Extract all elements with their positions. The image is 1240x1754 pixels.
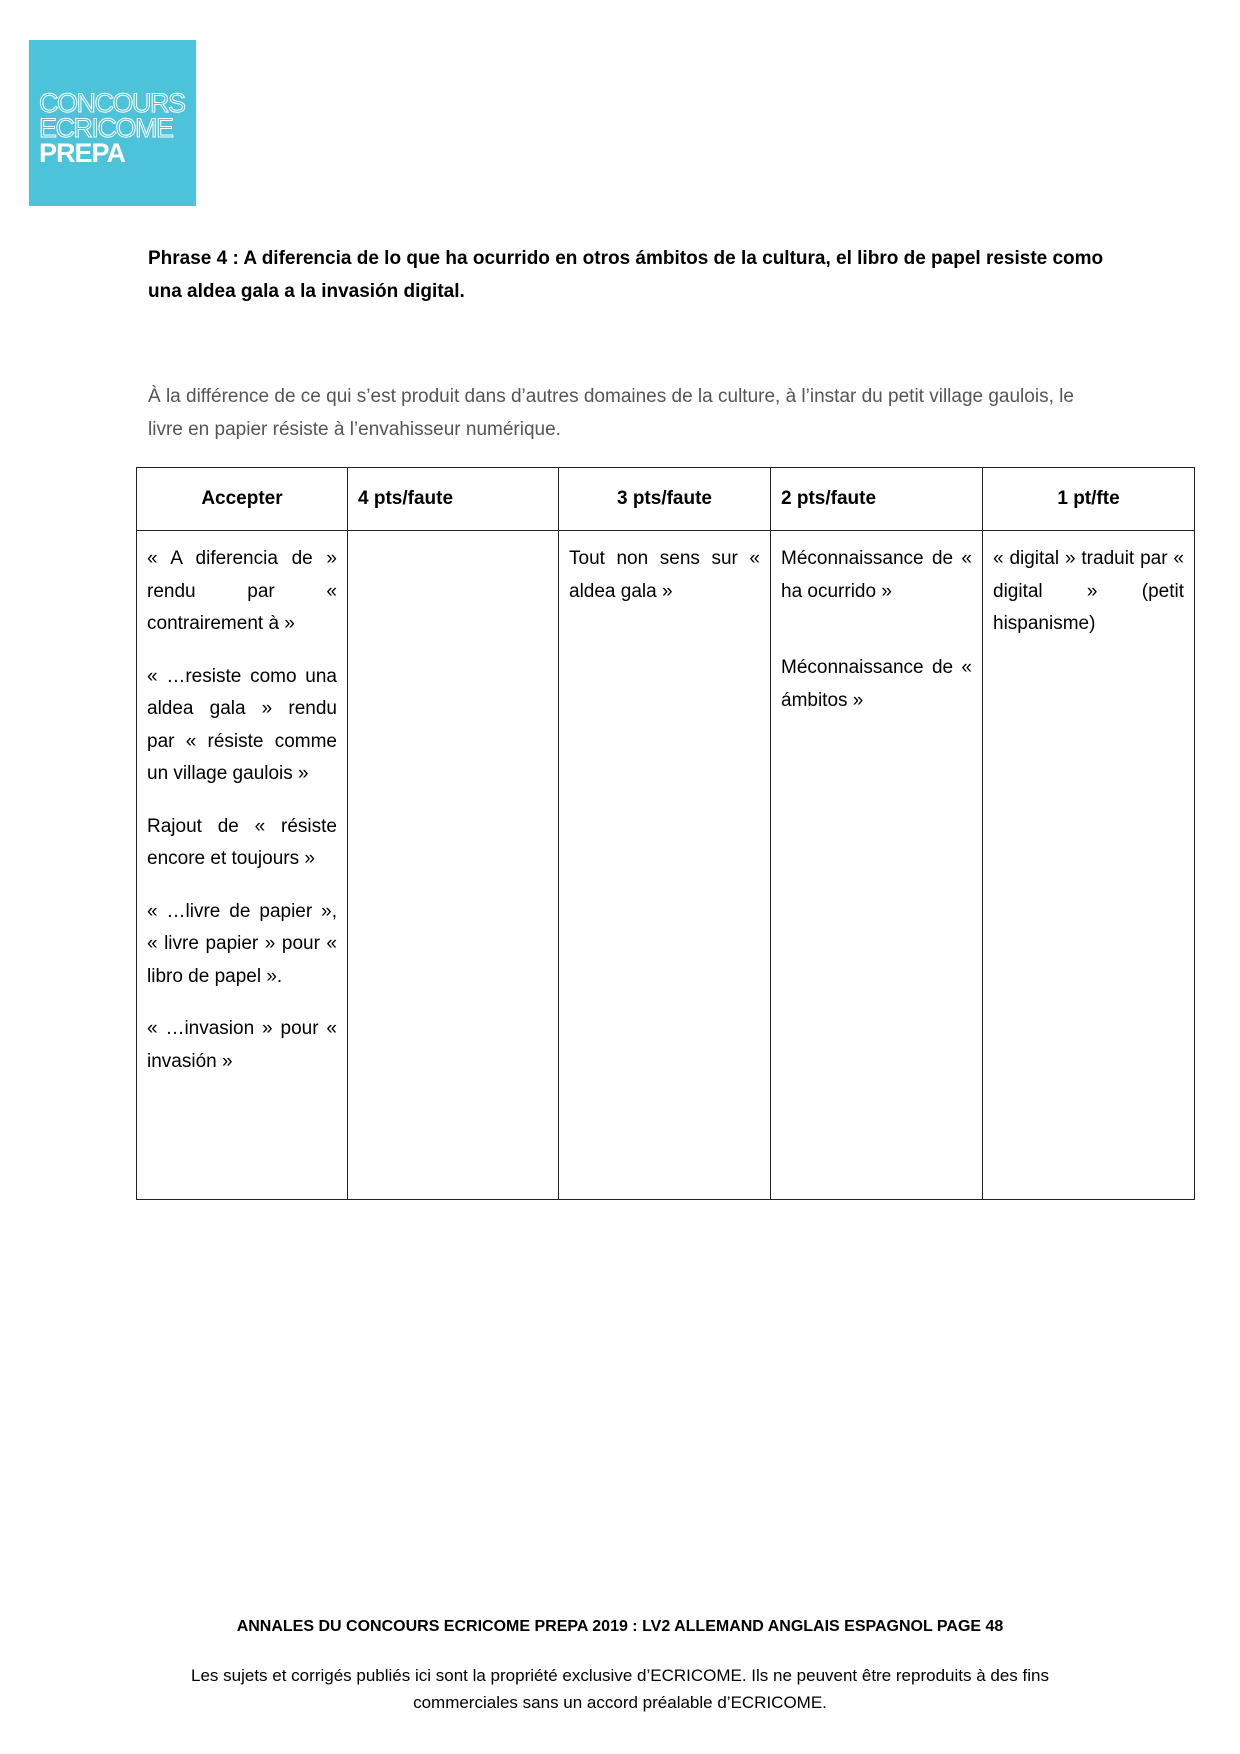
- header-3pts: 3 pts/faute: [559, 468, 771, 531]
- footer-copyright-note: Les sujets et corrigés publiés ici sont la propriété exclusive d’ECRICOME. Ils ne peuvent être reproduits à des fins commerciales sans un accord préalable d’ECRICOME.: [191, 1666, 1049, 1712]
- header-1pt: 1 pt/fte: [983, 468, 1195, 531]
- grading-table: [136, 467, 1195, 1200]
- table-header-row: [137, 468, 1195, 531]
- fault-item: Tout non sens sur « aldea gala »: [569, 548, 760, 602]
- cell-3pts: [559, 531, 771, 1200]
- accepter-item: « …resiste como una aldea gala » rendu par « résiste comme un village gaulois »: [147, 665, 337, 784]
- phrase-heading: Phrase 4 : A diferencia de lo que ha ocurrido en otros ámbitos de la cultura, el libro de papel resiste como una aldea gala a la invasión digital.: [148, 248, 1104, 302]
- header-accepter: Accepter: [137, 468, 348, 531]
- footer-title: ANNALES DU CONCOURS ECRICOME PREPA 2019 : LV2 ALLEMAND ANGLAIS ESPAGNOL PAGE 48: [236, 1618, 1004, 1635]
- header-2pts: 2 pts/faute: [771, 468, 983, 531]
- accepter-item: « …livre de papier », « livre papier » pour « libro de papel ».: [147, 900, 337, 987]
- fault-item: « digital » traduit par « digital » (petit hispanisme): [993, 548, 1184, 634]
- logo-line-ecricome: ECRICOME: [39, 113, 173, 143]
- fault-item: Méconnaissance de « ha ocurrido »: [781, 548, 972, 602]
- reference-translation: À la différence de ce qui s’est produit dans d’autres domaines de la culture, à l’instar du petit village gaulois, le livre en papier résiste à l’envahisseur numérique.: [148, 386, 1074, 440]
- accepter-item: « …invasion » pour « invasión »: [147, 1018, 337, 1072]
- accepter-item: Rajout de « résiste encore et toujours »: [147, 815, 337, 869]
- fault-item: Méconnaissance de « ámbitos »: [781, 657, 972, 711]
- cell-2pts: [771, 531, 983, 1200]
- ecricome-logo: [29, 40, 196, 206]
- logo-line-prepa: PREPA: [39, 138, 126, 168]
- cell-4pts: [348, 531, 559, 1200]
- cell-accepter: [137, 531, 348, 1200]
- logo-line-concours: CONCOURS: [39, 88, 185, 118]
- table-row: [137, 531, 1195, 1200]
- cell-1pt: [983, 531, 1195, 1200]
- accepter-item: « A diferencia de » rendu par « contrairement à »: [147, 548, 337, 634]
- header-4pts: 4 pts/faute: [348, 468, 559, 531]
